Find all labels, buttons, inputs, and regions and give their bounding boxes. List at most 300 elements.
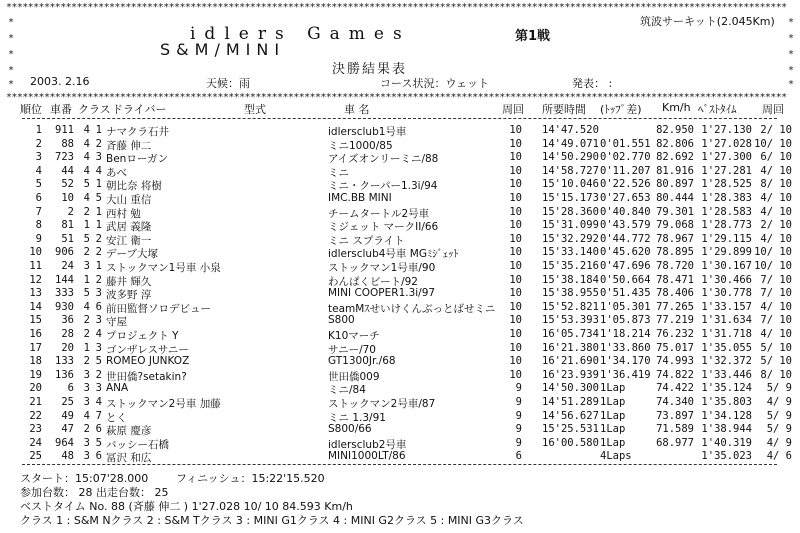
cell-class-position: 3	[95, 314, 102, 327]
finish-time: フィニッシュ：15:22'15.520	[176, 472, 325, 485]
cell-class: 1	[83, 273, 90, 286]
cell-class: 4	[83, 192, 90, 204]
cell-best-time: 1'33.157	[701, 300, 752, 313]
cell-position: 24	[29, 436, 42, 449]
cell-driver: とく	[106, 411, 127, 424]
cell-gap: 0'40.840	[600, 205, 651, 218]
cell-class-position: 4	[95, 164, 102, 177]
asterisk-left-3: *	[8, 49, 15, 60]
cell-car-number: 24	[61, 260, 74, 272]
asterisk-left-2: *	[8, 33, 15, 44]
cell-laps: 10	[509, 260, 522, 272]
cell-driver: あべ	[106, 166, 127, 179]
cell-car-name: ミニ・クーパー1.3i/94	[328, 180, 438, 193]
cell-best-time: 1'40.319	[701, 436, 752, 449]
asterisk-right-2: *	[788, 33, 795, 44]
cell-car-number: 964	[55, 436, 74, 449]
cell-laps: 10	[509, 246, 522, 259]
cell-gap: 0'50.664	[600, 273, 651, 286]
cell-car-number: 25	[61, 396, 74, 408]
cell-laps: 9	[515, 423, 522, 436]
col-pos: 順位	[20, 103, 42, 116]
cell-total-time: 14'49.071	[542, 137, 599, 150]
cell-car-number: 52	[61, 178, 74, 191]
cell-car-name: K10マーチ	[328, 330, 380, 342]
cell-class-position: 2	[95, 368, 102, 381]
cell-best-lap: 4/ 9	[766, 396, 792, 408]
cell-class-position: 5	[95, 192, 102, 204]
cell-speed: 74.993	[656, 355, 694, 368]
cell-best-lap: 4/ 10	[760, 192, 792, 204]
cell-gap: 1Lap	[600, 382, 626, 395]
best-lap-summary: ベストタイム No. 88 (斉藤 伸二 ) 1'27.028 10/ 10 84.593 Km/h	[20, 500, 353, 513]
table-row	[0, 260, 800, 274]
cell-driver: 守屋	[106, 316, 127, 329]
cell-class-position: 3	[95, 341, 102, 354]
cell-car-name: ミニ スプライト	[328, 234, 405, 247]
table-row	[0, 355, 800, 369]
cell-class-position: 2	[95, 273, 102, 286]
cell-total-time: 15'15.173	[542, 192, 599, 204]
cell-car-number: 133	[55, 355, 74, 368]
cell-best-time: 1'31.634	[701, 314, 752, 327]
cell-class-position: 1	[95, 260, 102, 272]
cell-class: 4	[83, 409, 90, 422]
cell-laps: 9	[515, 396, 522, 408]
cell-laps: 9	[515, 436, 522, 449]
cell-speed: 78.406	[656, 287, 694, 300]
table-row	[0, 423, 800, 437]
cell-car-name: ミニ	[328, 166, 349, 179]
cell-laps: 10	[509, 273, 522, 286]
cell-best-lap: 5/ 9	[766, 382, 792, 395]
cell-class-position: 5	[95, 355, 102, 368]
cell-position: 14	[29, 300, 42, 313]
cell-total-time: 15'28.360	[542, 205, 599, 218]
cell-best-time: 1'27.028	[701, 137, 752, 150]
cell-laps: 10	[509, 205, 522, 218]
cell-position: 25	[29, 450, 42, 463]
cell-best-lap: 10/ 10	[754, 260, 792, 272]
header-divider	[22, 118, 777, 119]
cell-best-lap: 5/ 10	[760, 341, 792, 354]
cell-position: 12	[29, 273, 42, 286]
cell-total-time: 15'38.955	[542, 287, 599, 300]
cell-gap: 1'36.419	[600, 368, 651, 381]
cell-best-time: 1'28.583	[701, 205, 752, 218]
cell-total-time: 16'23.939	[542, 368, 599, 381]
cell-class-position: 4	[95, 328, 102, 340]
cell-class: 4	[83, 151, 90, 164]
cell-best-lap: 5/ 9	[766, 409, 792, 422]
cell-speed: 74.340	[656, 396, 694, 408]
cell-laps: 10	[509, 314, 522, 327]
cell-position: 3	[35, 151, 42, 164]
table-row	[0, 328, 800, 342]
cell-car-name: チームタートル2号車	[328, 207, 430, 220]
cell-laps: 10	[509, 341, 522, 354]
cell-driver: ストックマン2号車 加藤	[106, 398, 221, 410]
cell-speed: 81.916	[656, 164, 694, 177]
cell-car-number: 136	[55, 368, 74, 381]
cell-speed: 79.068	[656, 219, 694, 232]
table-row	[0, 246, 800, 260]
cell-total-time: 16'00.580	[542, 436, 599, 449]
cell-car-name: ミニ 1.3/91	[328, 411, 386, 424]
cell-total-time: 15'35.216	[542, 260, 599, 272]
cell-class-position: 6	[95, 450, 102, 463]
cell-speed: 82.806	[656, 137, 694, 150]
cell-gap: 0'51.435	[600, 287, 651, 300]
cell-best-time: 1'28.773	[701, 219, 752, 232]
cell-car-name: MINI COOPER1.3i/97	[328, 287, 436, 300]
cell-car-name: ストックマン1号車/90	[328, 262, 436, 274]
cell-class-position: 4	[95, 396, 102, 408]
cell-total-time: 14'47.520	[542, 124, 599, 136]
cell-class: 2	[83, 205, 90, 218]
table-row	[0, 165, 800, 179]
cell-total-time: 14'58.727	[542, 164, 599, 177]
cell-class: 3	[83, 382, 90, 395]
cell-class: 5	[83, 232, 90, 245]
cell-laps: 10	[509, 151, 522, 164]
col-num: 車番	[50, 103, 72, 116]
col-best: ﾍﾞｽﾄﾀｲﾑ	[698, 103, 737, 116]
cell-gap: 1Lap	[600, 423, 626, 436]
cell-total-time: 14'50.290	[542, 151, 599, 164]
cell-car-name: MINI1000LT/86	[328, 450, 406, 463]
cell-class-position: 1	[95, 178, 102, 191]
col-gap: (ﾄｯﾌﾟ差)	[600, 103, 642, 116]
cell-best-lap: 10/ 10	[754, 246, 792, 259]
cell-best-lap: 5/ 9	[766, 423, 792, 436]
cell-total-time: 16'05.734	[542, 328, 599, 340]
table-row	[0, 287, 800, 301]
cell-laps: 10	[509, 164, 522, 177]
cell-gap: 0'47.696	[600, 260, 651, 272]
cell-laps: 10	[509, 232, 522, 245]
cell-position: 4	[35, 164, 42, 177]
table-row	[0, 301, 800, 315]
cell-speed: 82.692	[656, 151, 694, 164]
cell-class: 1	[83, 341, 90, 354]
cell-laps: 10	[509, 368, 522, 381]
cell-best-lap: 8/ 10	[760, 178, 792, 191]
table-row	[0, 314, 800, 328]
cell-best-time: 1'30.167	[701, 260, 752, 272]
table-row	[0, 437, 800, 451]
table-row	[0, 274, 800, 288]
cell-driver: 西村 勉	[106, 207, 141, 220]
cell-best-time: 1'35.055	[701, 341, 752, 354]
cell-driver: ANA	[106, 382, 129, 395]
cell-speed: 75.017	[656, 341, 694, 354]
cell-best-lap: 4/ 10	[760, 164, 792, 177]
cell-best-time: 1'35.124	[701, 382, 752, 395]
cell-car-number: 20	[61, 341, 74, 354]
cell-position: 17	[29, 341, 42, 354]
cell-speed: 80.444	[656, 192, 694, 204]
cell-car-name: S800/66	[328, 423, 372, 436]
cell-car-name: サニー/70	[328, 343, 376, 356]
asterisk-left-4: *	[8, 65, 15, 76]
cell-class: 3	[83, 368, 90, 381]
cell-position: 5	[35, 178, 42, 191]
cell-car-number: 47	[61, 423, 74, 436]
cell-gap: 1'05.301	[600, 300, 651, 313]
table-row	[0, 410, 800, 424]
table-row	[0, 124, 800, 138]
cell-gap: 1Lap	[600, 396, 626, 408]
cell-speed: 68.977	[656, 436, 694, 449]
cell-car-name: アイズオンリーミニ/88	[328, 153, 439, 166]
cell-class-position: 3	[95, 151, 102, 164]
cell-car-name: idlersclub2号車	[328, 438, 407, 451]
cell-best-lap: 4/ 6	[766, 450, 792, 463]
cell-position: 20	[29, 382, 42, 395]
asterisk-right-1: *	[788, 17, 795, 28]
cell-driver: 大山 重信	[106, 194, 152, 206]
cell-driver: 武居 義隆	[106, 221, 152, 234]
entrant-counts: 参加台数： 28 出走台数： 25	[20, 486, 169, 499]
cell-car-number: 28	[61, 328, 74, 340]
cell-driver: ナマクラ石井	[106, 126, 169, 138]
cell-laps: 10	[509, 355, 522, 368]
cell-laps: 9	[515, 382, 522, 395]
cell-car-number: 6	[67, 382, 74, 395]
cell-car-name: ストックマン2号車/87	[328, 398, 436, 410]
cell-speed: 78.471	[656, 273, 694, 286]
table-row	[0, 369, 800, 383]
cell-car-number: 333	[55, 287, 74, 300]
cell-speed: 77.219	[656, 314, 694, 327]
col-bestlap: 周回	[762, 103, 784, 116]
cell-car-number: 930	[55, 300, 74, 313]
announcement-time: 発表： :	[572, 77, 613, 90]
cell-total-time: 14'50.300	[542, 382, 599, 395]
cell-gap: 0'43.579	[600, 219, 651, 232]
cell-car-number: 88	[61, 137, 74, 150]
cell-position: 11	[29, 260, 42, 272]
cell-car-number: 44	[61, 164, 74, 177]
cell-class-position: 2	[95, 246, 102, 259]
cell-driver: ストックマン1号車 小泉	[106, 262, 221, 274]
cell-car-name: ミニ1000/85	[328, 139, 393, 152]
cell-driver: バッシー石橋	[106, 438, 169, 451]
cell-gap: 1'05.873	[600, 314, 651, 327]
cell-speed: 79.301	[656, 205, 694, 218]
cell-total-time: 15'32.292	[542, 232, 599, 245]
cell-class: 2	[83, 355, 90, 368]
cell-class-position: 1	[95, 205, 102, 218]
col-model: 型式	[244, 103, 266, 116]
cell-position: 15	[29, 314, 42, 327]
cell-class-position: 2	[95, 232, 102, 245]
cell-best-lap: 4/ 10	[760, 232, 792, 245]
table-row	[0, 151, 800, 165]
cell-speed: 77.265	[656, 300, 694, 313]
cell-gap: 1'18.214	[600, 328, 651, 340]
cell-laps: 10	[509, 328, 522, 340]
cell-class-position: 6	[95, 423, 102, 436]
cell-car-name: IMC.BB MINI	[328, 192, 392, 204]
asterisk-left-5: *	[8, 79, 15, 90]
cell-total-time: 15'31.099	[542, 219, 599, 232]
cell-laps: 10	[509, 219, 522, 232]
cell-gap: 0'27.653	[600, 192, 651, 204]
cell-car-name: ミジェット マークII/66	[328, 221, 439, 234]
cell-car-name: 世田僑009	[328, 370, 380, 383]
cell-class: 3	[83, 260, 90, 272]
cell-driver: 藤井 輝久	[106, 275, 152, 288]
cell-class-position: 3	[95, 287, 102, 300]
cell-best-time: 1'35.023	[701, 450, 752, 463]
cell-driver: ROMEO JUNKOZ	[106, 355, 190, 368]
cell-total-time: 15'52.821	[542, 300, 599, 313]
cell-total-time: 14'56.627	[542, 409, 599, 422]
course-condition: コース状況：ウェット	[380, 77, 490, 90]
col-speed: Km/h	[662, 101, 691, 114]
cell-class-position: 6	[95, 300, 102, 313]
circuit-name: 筑波サーキット(2.045Km)	[640, 15, 775, 28]
cell-position: 7	[35, 205, 42, 218]
cell-class: 4	[83, 300, 90, 313]
cell-car-number: 51	[61, 232, 74, 245]
cell-best-time: 1'28.383	[701, 192, 752, 204]
cell-total-time: 15'53.393	[542, 314, 599, 327]
table-row	[0, 219, 800, 233]
cell-total-time: 15'33.140	[542, 246, 599, 259]
cell-total-time: 15'10.046	[542, 178, 599, 191]
cell-class: 4	[83, 124, 90, 136]
table-row	[0, 233, 800, 247]
cell-class: 1	[83, 219, 90, 232]
cell-speed: 78.720	[656, 260, 694, 272]
cell-car-number: 906	[55, 246, 74, 259]
cell-best-time: 1'30.466	[701, 273, 752, 286]
cell-car-name: idlersclub4号車 MGﾐｼﾞｪｯﾄ	[328, 248, 459, 261]
cell-car-name: わんぱくビート/92	[328, 275, 418, 288]
series-title: S&M/MINI	[160, 40, 286, 59]
cell-driver: 波多野 淳	[106, 289, 152, 302]
cell-driver: 前田監督ソロデビュー	[106, 302, 211, 315]
cell-car-name: idlersclub1号車	[328, 126, 407, 138]
cell-best-lap: 4/ 10	[760, 205, 792, 218]
cell-best-time: 1'38.944	[701, 423, 752, 436]
cell-class-position: 7	[95, 409, 102, 422]
cell-car-number: 49	[61, 409, 74, 422]
cell-total-time: 15'25.531	[542, 423, 599, 436]
cell-car-number: 723	[55, 151, 74, 164]
cell-car-number: 144	[55, 273, 74, 286]
cell-best-lap: 8/ 10	[760, 368, 792, 381]
cell-best-time: 1'34.128	[701, 409, 752, 422]
cell-position: 22	[29, 409, 42, 422]
cell-laps: 10	[509, 137, 522, 150]
cell-gap: 0'22.526	[600, 178, 651, 191]
asterisk-left-1: *	[8, 17, 15, 28]
cell-best-time: 1'32.372	[701, 355, 752, 368]
cell-class: 3	[83, 450, 90, 463]
cell-best-lap: 4/ 10	[760, 300, 792, 313]
cell-best-lap: 6/ 10	[760, 151, 792, 164]
cell-class-position: 1	[95, 124, 102, 136]
cell-position: 19	[29, 368, 42, 381]
round-label: 第1戦	[515, 29, 551, 44]
cell-best-time: 1'27.130	[701, 124, 752, 136]
table-row	[0, 450, 800, 464]
cell-best-time: 1'27.300	[701, 151, 752, 164]
table-row	[0, 382, 800, 396]
cell-total-time: 14'51.289	[542, 396, 599, 408]
cell-position: 16	[29, 328, 42, 340]
cell-best-lap: 4/ 9	[766, 436, 792, 449]
race-date: 2003. 2.16	[30, 75, 90, 88]
cell-car-number: 10	[61, 192, 74, 204]
cell-class: 5	[83, 287, 90, 300]
cell-car-name: teamMｽせいけくんぶっとばせミニ	[328, 302, 496, 315]
cell-car-number: 36	[61, 314, 74, 327]
cell-class-position: 2	[95, 137, 102, 150]
cell-car-number: 48	[61, 450, 74, 463]
cell-car-name: ミニ/84	[328, 384, 366, 397]
cell-position: 13	[29, 287, 42, 300]
cell-speed: 74.422	[656, 382, 694, 395]
cell-position: 6	[35, 192, 42, 204]
cell-position: 9	[35, 232, 42, 245]
event-title: idlers Games	[190, 24, 411, 44]
cell-gap: 0'02.770	[600, 151, 651, 164]
asterisk-right-5: *	[788, 79, 795, 90]
cell-best-time: 1'27.281	[701, 164, 752, 177]
cell-position: 1	[35, 124, 42, 136]
cell-class: 2	[83, 314, 90, 327]
cell-driver: Benローガン	[106, 153, 169, 166]
cell-gap: 1Lap	[600, 409, 626, 422]
cell-laps: 10	[509, 192, 522, 204]
col-laps: 周回	[502, 103, 524, 116]
cell-speed: 78.967	[656, 232, 694, 245]
cell-driver: 安江 衛一	[106, 234, 152, 247]
cell-best-lap: 10/ 10	[754, 137, 792, 150]
cell-laps: 9	[515, 409, 522, 422]
cell-position: 10	[29, 246, 42, 259]
cell-gap: 0'45.620	[600, 246, 651, 259]
asterisk-right-4: *	[788, 65, 795, 76]
cell-position: 18	[29, 355, 42, 368]
cell-class: 3	[83, 396, 90, 408]
cell-best-time: 1'31.718	[701, 328, 752, 340]
cell-best-time: 1'29.899	[701, 246, 752, 259]
cell-class: 3	[83, 436, 90, 449]
asterisk-border-bottom: ************************************************************************************************************************************************	[6, 93, 787, 103]
cell-best-lap: 2/ 10	[760, 219, 792, 232]
cell-driver: 斉藤 伸二	[106, 139, 152, 152]
cell-driver: 朝比奈 将樹	[106, 180, 162, 193]
cell-class: 2	[83, 246, 90, 259]
cell-driver: 冨沢 和広	[106, 452, 152, 465]
cell-driver: 萩原 慶彦	[106, 425, 152, 438]
table-row	[0, 138, 800, 152]
cell-speed: 76.232	[656, 328, 694, 340]
cell-driver: プロジェクト Y	[106, 330, 179, 342]
cell-best-time: 1'28.525	[701, 178, 752, 191]
table-row	[0, 178, 800, 192]
cell-laps: 10	[509, 124, 522, 136]
cell-best-lap: 7/ 10	[760, 314, 792, 327]
cell-speed: 74.822	[656, 368, 694, 381]
footer-divider	[22, 464, 777, 465]
